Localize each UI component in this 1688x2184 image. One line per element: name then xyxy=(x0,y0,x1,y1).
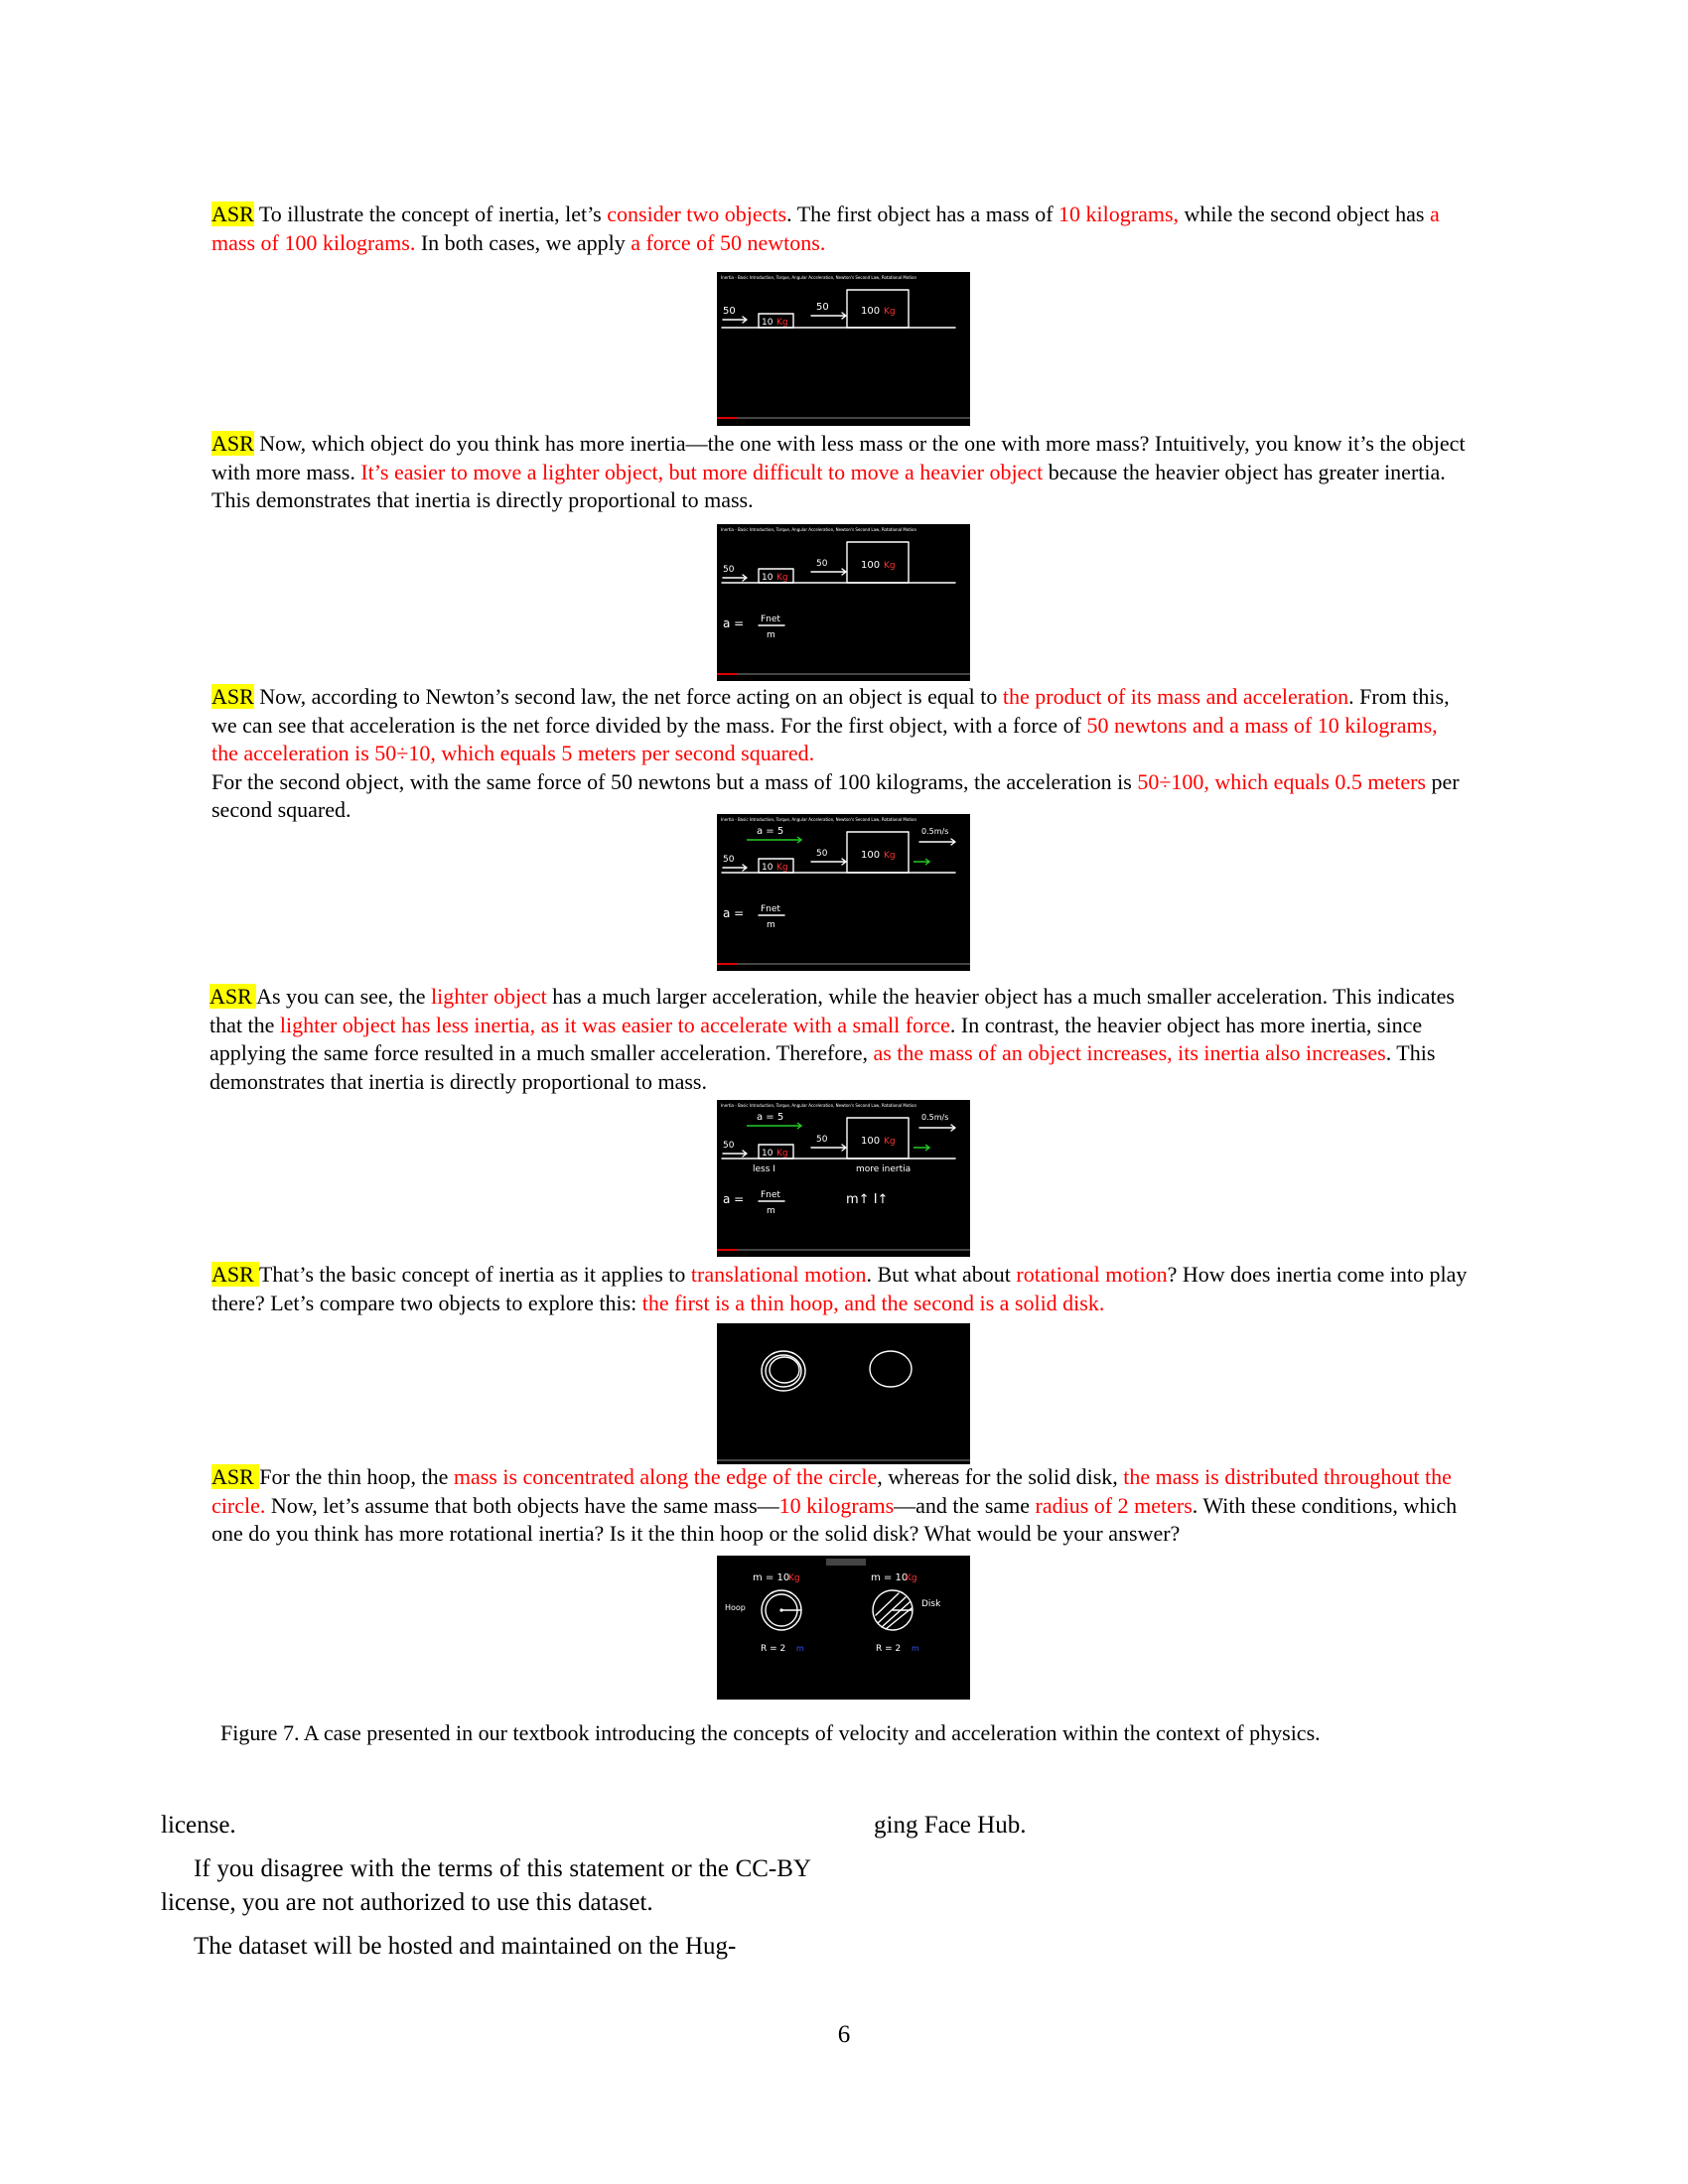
body-text: . From this, we can see that acceleration is the net force divided by the mass. For the first object, with a force of xyxy=(211,684,1450,738)
hoop-mass-label: m = 10 xyxy=(753,1572,790,1583)
highlighted-phrase: a mass of 100 kilograms. xyxy=(211,202,1440,255)
figure-caption: Figure 7. A case presented in our textbook introducing the concepts of velocity and acceleration within the context of physics. xyxy=(220,1720,1321,1745)
body-text: . With these conditions, which one do you think has more rotational inertia? Is it the thin hoop or the solid disk? What would be your answer? xyxy=(211,1492,1458,1546)
body-text: That’s the basic concept of inertia as it applies to xyxy=(258,1262,691,1287)
formula-numerator: Fnet xyxy=(761,1190,780,1200)
asr-tag: ASR xyxy=(211,431,254,456)
formula-denominator: m xyxy=(767,630,775,640)
body-text: To illustrate the concept of inertia, let’s xyxy=(253,202,608,226)
force-label-2: 50 xyxy=(816,302,829,313)
asr-paragraph-2 xyxy=(211,430,1468,515)
accel-small-label: a = 5 xyxy=(757,826,784,837)
formula-numerator: Fnet xyxy=(761,614,780,624)
highlighted-phrase: 50÷100, which equals 0.5 meters xyxy=(1137,768,1426,794)
video-frame-2 xyxy=(717,524,970,681)
page-number: 6 xyxy=(837,2021,851,2048)
hoop-label: Hoop xyxy=(725,1603,746,1612)
mass-unit-2: Kg xyxy=(884,851,896,861)
highlighted-phrase: consider two objects xyxy=(607,202,787,226)
formula-lhs: a = xyxy=(723,616,745,630)
left-column xyxy=(161,1809,811,1964)
force-label: 50 xyxy=(723,1141,735,1151)
less-inertia-label: less I xyxy=(753,1164,775,1174)
mass-up-inertia-up: m↑ I↑ xyxy=(846,1192,889,1207)
highlighted-phrase: a force of 50 newtons. xyxy=(631,229,826,255)
body-text: Now, let’s assume that both objects have the same mass— xyxy=(265,1492,779,1518)
body-text: , whereas for the solid disk, xyxy=(877,1464,1124,1489)
force-label: 50 xyxy=(723,565,735,575)
body-text: Now, which object do you think has more inertia—the one with less mass or the one with more mass? Intuitively, you know it’s the object with more mass. xyxy=(211,431,1466,484)
highlighted-phrase: the product of its mass and acceleration xyxy=(1002,684,1349,709)
body-text: per second squared. xyxy=(211,768,1460,822)
mass-small-label: 10 xyxy=(762,1149,774,1159)
frame-title-bar: Inertia - Basic Introduction, Torque, Angular Acceleration, Newton's Second Law, Rotational Motion xyxy=(721,527,916,532)
right-para-1: ging Face Hub. xyxy=(874,1812,1027,1839)
accel-large-label: 0.5m/s xyxy=(921,827,949,836)
asr-paragraph-5 xyxy=(211,1261,1468,1317)
asr-tag: ASR xyxy=(211,684,254,709)
formula-denominator: m xyxy=(767,1206,775,1216)
video-frame-4 xyxy=(717,1100,970,1257)
highlighted-phrase: 10 kilograms, xyxy=(1058,202,1180,226)
body-text: Now, according to Newton’s second law, the net force acting on an object is equal to xyxy=(253,684,1003,709)
video-frame-6 xyxy=(717,1556,970,1700)
highlighted-phrase: translational motion xyxy=(690,1262,867,1287)
left-para-3: The dataset will be hosted and maintained on the Hug- xyxy=(194,1933,737,1960)
mass-small-label: 10 xyxy=(762,863,774,873)
mass-small-label: 10 xyxy=(762,318,774,328)
body-text: As you can see, the xyxy=(256,984,432,1009)
highlighted-phrase: as the mass of an object increases, its inertia also increases xyxy=(873,1040,1386,1065)
mass-unit-1: Kg xyxy=(776,318,788,328)
mass-large-label: 100 xyxy=(861,306,881,317)
asr-tag: ASR xyxy=(210,984,257,1009)
mass-small-label: 10 xyxy=(762,573,774,583)
mass-large-label: 100 xyxy=(861,850,881,861)
accel-small-label: a = 5 xyxy=(757,1112,784,1123)
video-frame-1 xyxy=(717,272,970,426)
body-text: ? How does inertia come into play there? Let’s compare two objects to explore this: xyxy=(211,1262,1468,1315)
asr-paragraph-4 xyxy=(210,983,1466,1096)
hoop-radius-unit: m xyxy=(796,1644,804,1653)
disk-radius-label: R = 2 xyxy=(876,1644,902,1654)
mass-large-label: 100 xyxy=(861,1136,881,1147)
body-text: —and the same xyxy=(894,1492,1036,1518)
force-label-2: 50 xyxy=(816,849,828,859)
hoop-mass-unit: Kg xyxy=(788,1573,800,1583)
asr-tag: ASR xyxy=(211,1262,259,1287)
highlighted-phrase: It’s easier to move a lighter object, but more difficult to move a heavier object xyxy=(360,459,1044,484)
highlighted-phrase: mass is concentrated along the edge of the circle xyxy=(453,1464,878,1489)
highlighted-phrase: rotational motion xyxy=(1016,1262,1168,1287)
body-text: For the thin hoop, the xyxy=(259,1464,454,1489)
highlighted-phrase: the mass is distributed throughout the circle. xyxy=(211,1464,1452,1518)
asr-tag: ASR xyxy=(211,202,254,226)
mass-unit-1: Kg xyxy=(776,1149,788,1159)
highlighted-phrase: the first is a thin hoop, and the second is a solid disk. xyxy=(641,1290,1105,1315)
frame-title-bar: Inertia - Basic Introduction, Torque, Angular Acceleration, Newton's Second Law, Rotational Motion xyxy=(721,1103,916,1108)
formula-lhs: a = xyxy=(723,1192,745,1206)
asr-paragraph-1 xyxy=(211,201,1468,257)
hoop-radius-label: R = 2 xyxy=(761,1644,786,1654)
body-text: . The first object has a mass of xyxy=(786,202,1059,226)
mass-unit-1: Kg xyxy=(776,863,788,873)
mass-unit-2: Kg xyxy=(884,1137,896,1147)
frame-title-bar: Inertia - Basic Introduction, Torque, Angular Acceleration, Newton's Second Law, Rotational Motion xyxy=(721,817,916,822)
asr-tag: ASR xyxy=(211,1464,260,1489)
video-frame-5 xyxy=(717,1323,970,1464)
highlighted-phrase: 10 kilograms xyxy=(778,1492,895,1518)
mass-unit-2: Kg xyxy=(884,307,896,317)
body-text: In both cases, we apply xyxy=(415,229,632,255)
frame-title-bar: Inertia - Basic Introduction, Torque, Angular Acceleration, Newton's Second Law, Rotational Motion xyxy=(721,275,916,280)
body-text: while the second object has xyxy=(1179,202,1430,226)
force-label: 50 xyxy=(723,306,736,317)
left-para-2: If you disagree with the terms of this statement or the CC-BY license, you are not authorized to use this dataset. xyxy=(161,1855,811,1916)
body-text: For the second object, with the same force of 50 newtons but a mass of 100 kilograms, the acceleration is xyxy=(211,768,1138,794)
formula-numerator: Fnet xyxy=(761,904,780,914)
force-label: 50 xyxy=(723,855,735,865)
right-column xyxy=(874,1809,1524,1843)
body-text: . But what about xyxy=(866,1262,1017,1287)
more-inertia-label: more inertia xyxy=(856,1164,912,1174)
asr-paragraph-6 xyxy=(211,1463,1468,1549)
disk-mass-unit: Kg xyxy=(906,1573,917,1583)
force-label-2: 50 xyxy=(816,559,828,569)
highlighted-phrase: lighter object xyxy=(431,984,547,1009)
force-label-2: 50 xyxy=(816,1135,828,1145)
body-text: because the heavier object has greater inertia. This demonstrates that inertia is directly proportional to mass. xyxy=(211,459,1446,512)
disk-mass-label: m = 10 xyxy=(871,1572,909,1583)
mass-unit-1: Kg xyxy=(776,573,788,583)
disk-label: Disk xyxy=(921,1599,941,1609)
video-frame-3 xyxy=(717,814,970,971)
formula-denominator: m xyxy=(767,920,775,930)
left-para-1: license. xyxy=(161,1812,236,1839)
highlighted-phrase: lighter object has less inertia, as it was easier to accelerate with a small force xyxy=(279,1012,950,1037)
formula-lhs: a = xyxy=(723,906,745,920)
mass-unit-2: Kg xyxy=(884,561,896,571)
body-text: . In contrast, the heavier object has more inertia, since applying the same force resulted in a much smaller acceleration. Therefore, xyxy=(210,1012,1423,1065)
highlighted-phrase: radius of 2 meters xyxy=(1035,1492,1193,1518)
body-text: has a much larger acceleration, while the heavier object has a much smaller acceleration. This indicates that the xyxy=(210,984,1455,1037)
mass-large-label: 100 xyxy=(861,560,881,571)
body-text: . This demonstrates that inertia is directly proportional to mass. xyxy=(210,1040,1436,1094)
accel-large-label: 0.5m/s xyxy=(921,1113,949,1122)
highlighted-phrase: 50 newtons and a mass of 10 kilograms, the acceleration is 50÷10, which equals 5 meters per second squared. xyxy=(211,712,1438,765)
asr-paragraph-3 xyxy=(211,683,1468,825)
disk-radius-unit: m xyxy=(912,1644,919,1653)
